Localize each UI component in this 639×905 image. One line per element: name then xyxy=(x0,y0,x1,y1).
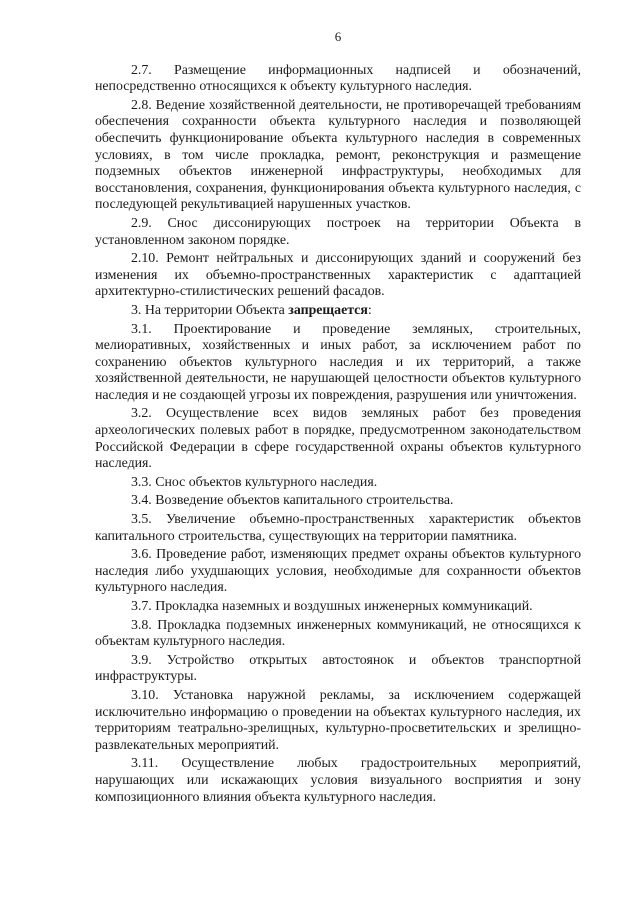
paragraph-2-10: 2.10. Ремонт нейтральных и диссонирующих зданий и сооружений без изменения их объемно-пространственных характеристик с адаптацией архитектурно-стилистических решений фасадов. xyxy=(95,251,581,300)
section-3-prohibited: запрещается xyxy=(288,302,368,318)
paragraph-2-7: 2.7. Размещение информационных надписей и обозначений, непосредственно относящихся к объекту культурного наследия. xyxy=(95,62,581,95)
paragraph-2-9: 2.9. Снос диссонирующих построек на территории Объекта в установленном законом порядке. xyxy=(95,215,581,248)
section-3-suffix: : xyxy=(367,302,372,318)
paragraph-3-11: 3.11. Осуществление любых градостроительных мероприятий, нарушающих или искажающих условия визуального восприятия и зону композиционного влияния объекта культурного наследия. xyxy=(95,756,581,805)
section-3-prefix: 3. На территории Объекта xyxy=(131,302,289,318)
section-3-heading xyxy=(95,303,581,320)
paragraph-3-2: 3.2. Осуществление всех видов земляных работ без проведения археологических полевых работ в порядке, предусмотренном законодательством Российской Федерации в сфере государственной охраны объектов культурного наследия. xyxy=(95,406,581,472)
paragraph-3-3: 3.3. Снос объектов культурного наследия. xyxy=(131,474,378,490)
paragraph-3-8: 3.8. Прокладка подземных инженерных коммуникаций, не относящихся к объектам культурного наследия. xyxy=(95,617,581,650)
page-number: 6 xyxy=(334,29,342,44)
paragraph-3-1: 3.1. Проектирование и проведение земляных, строительных, мелиоративных, хозяйственных и иных работ, за исключением работ по сохранению объектов культурного наследия и их территорий, а также хозяйственной деятельности, не нарушающей целостности объектов культурного наследия и не создающей угрозы их повреждения, разрушения или уничтожения. xyxy=(95,321,581,403)
paragraph-3-4: 3.4. Возведение объектов капитального строительства. xyxy=(131,493,454,509)
paragraph-2-8: 2.8. Ведение хозяйственной деятельности, не противоречащей требованиям обеспечения сохранности объекта культурного наследия и позволяющей обеспечить функционирование объекта культурного наследия в современных условиях, в том числе прокладка, ремонт, реконструкция и размещение подземных объектов инженерной инфраструктуры, необходимых для восстановления, сохранения, функционирования объекта культурного наследия, с последующей рекультивацией нарушенных участков. xyxy=(95,97,581,213)
paragraph-3-10: 3.10. Установка наружной рекламы, за исключением содержащей исключительно информацию о проведении на объектах культурного наследия, их территориям театрально-зрелищных, культурно-просветительских и зрелищно-развлекательных мероприятий. xyxy=(95,687,581,753)
paragraph-3-7: 3.7. Прокладка наземных и воздушных инженерных коммуникаций. xyxy=(131,599,533,614)
paragraph-3-9: 3.9. Устройство открытых автостоянок и объектов транспортной инфраструктуры. xyxy=(95,652,581,685)
paragraph-3-5: 3.5. Увеличение объемно-пространственных характеристик объектов капитального строительства, существующих на территории памятника. xyxy=(95,512,581,544)
paragraph-3-6: 3.6. Проведение работ, изменяющих предмет охраны объектов культурного наследия либо ухудшающих условия, необходимые для сохранности объектов культурного наследия. xyxy=(95,547,581,596)
